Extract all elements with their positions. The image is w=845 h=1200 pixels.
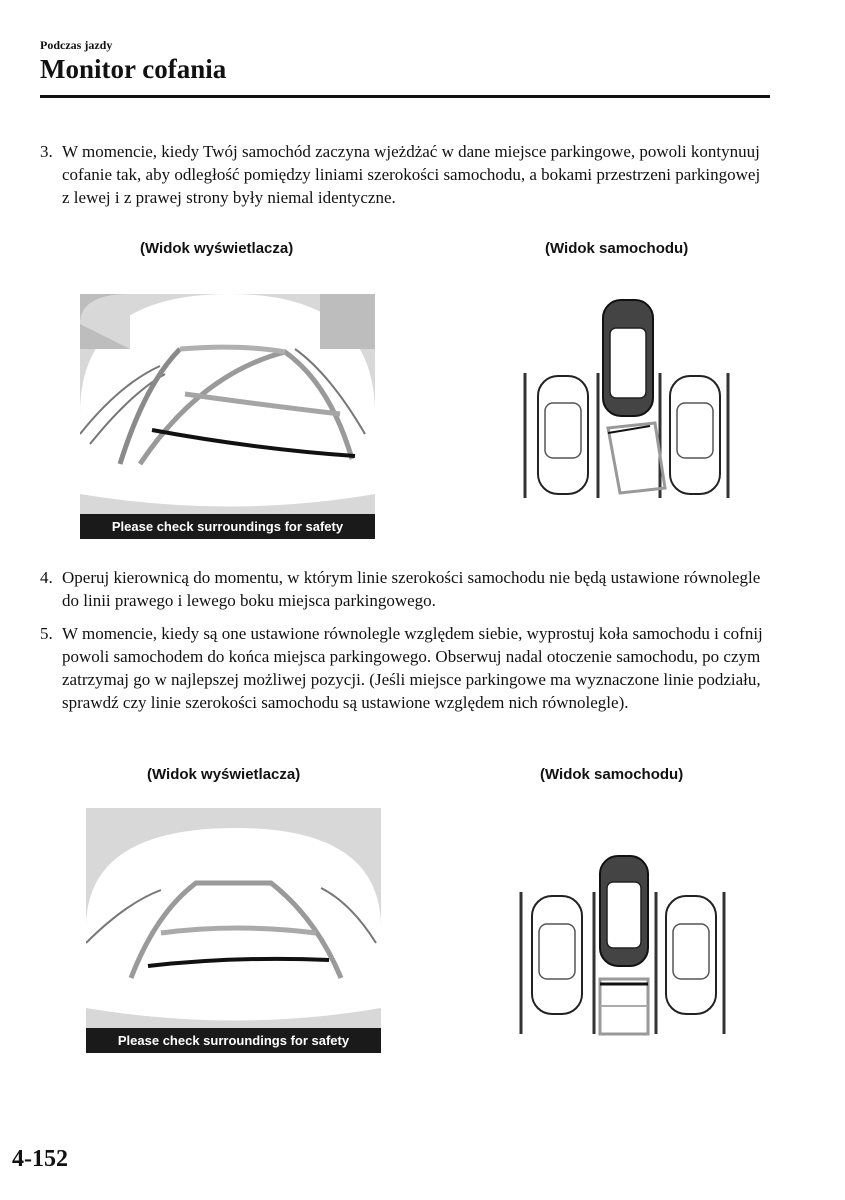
step-number: 3. bbox=[40, 142, 53, 161]
camera-view-area bbox=[86, 828, 381, 1021]
step-number: 4. bbox=[40, 568, 53, 587]
step-text: Operuj kierownicą do momentu, w którym linie szerokości samochodu nie będą ustawione równolegle do linii prawego i lewego boku miejsca parkingowego. bbox=[62, 568, 761, 610]
safety-banner: Please check surroundings for safety bbox=[117, 1033, 350, 1048]
camera-corner-right bbox=[320, 294, 375, 349]
display-view-caption: (Widok wyświetlacza) bbox=[140, 240, 294, 257]
safety-banner: Please check surroundings for safety bbox=[111, 519, 344, 534]
step-text: W momencie, kiedy są one ustawione równolegle względem siebie, wyprostuj koła samochodu i cofnij powoli samochodem do końca miejsca parkingowego. Obserwuj nadal otoczenie samochodu, po czym zatrzymaj go w najlepszej możliwej pozycji. (Jeśli miejsce parkingowe ma wyznaczone linie podziału, sprawdź czy linie szerokości samochodu są ustawione względem nich równolegle). bbox=[62, 624, 763, 712]
step-4 bbox=[40, 566, 770, 612]
camera-display-figure bbox=[80, 294, 375, 539]
title-divider bbox=[40, 95, 770, 98]
section-label: Podczas jazdy bbox=[40, 38, 113, 52]
car-view-figure bbox=[520, 298, 735, 500]
step-text: W momencie, kiedy Twój samochód zaczyna wjeżdżać w dane miejsce parkingowe, powoli kontynuuj cofanie tak, aby odległość pomiędzy liniami szerokości samochodu, a bokami przestrzeni parkingowej z lewej i z prawej strony były niemal identyczne. bbox=[62, 142, 761, 207]
display-view-caption: (Widok wyświetlacza) bbox=[147, 766, 301, 783]
car-view-caption: (Widok samochodu) bbox=[545, 240, 689, 257]
step-3 bbox=[40, 140, 770, 209]
page-title: Monitor cofania bbox=[40, 54, 227, 84]
car-view-caption: (Widok samochodu) bbox=[540, 766, 684, 783]
step-5 bbox=[40, 622, 770, 714]
page-number: 4-152 bbox=[12, 1146, 68, 1172]
car-view-figure bbox=[516, 854, 731, 1039]
guide-area bbox=[608, 423, 665, 493]
camera-display-figure bbox=[86, 808, 381, 1053]
step-number: 5. bbox=[40, 624, 53, 643]
